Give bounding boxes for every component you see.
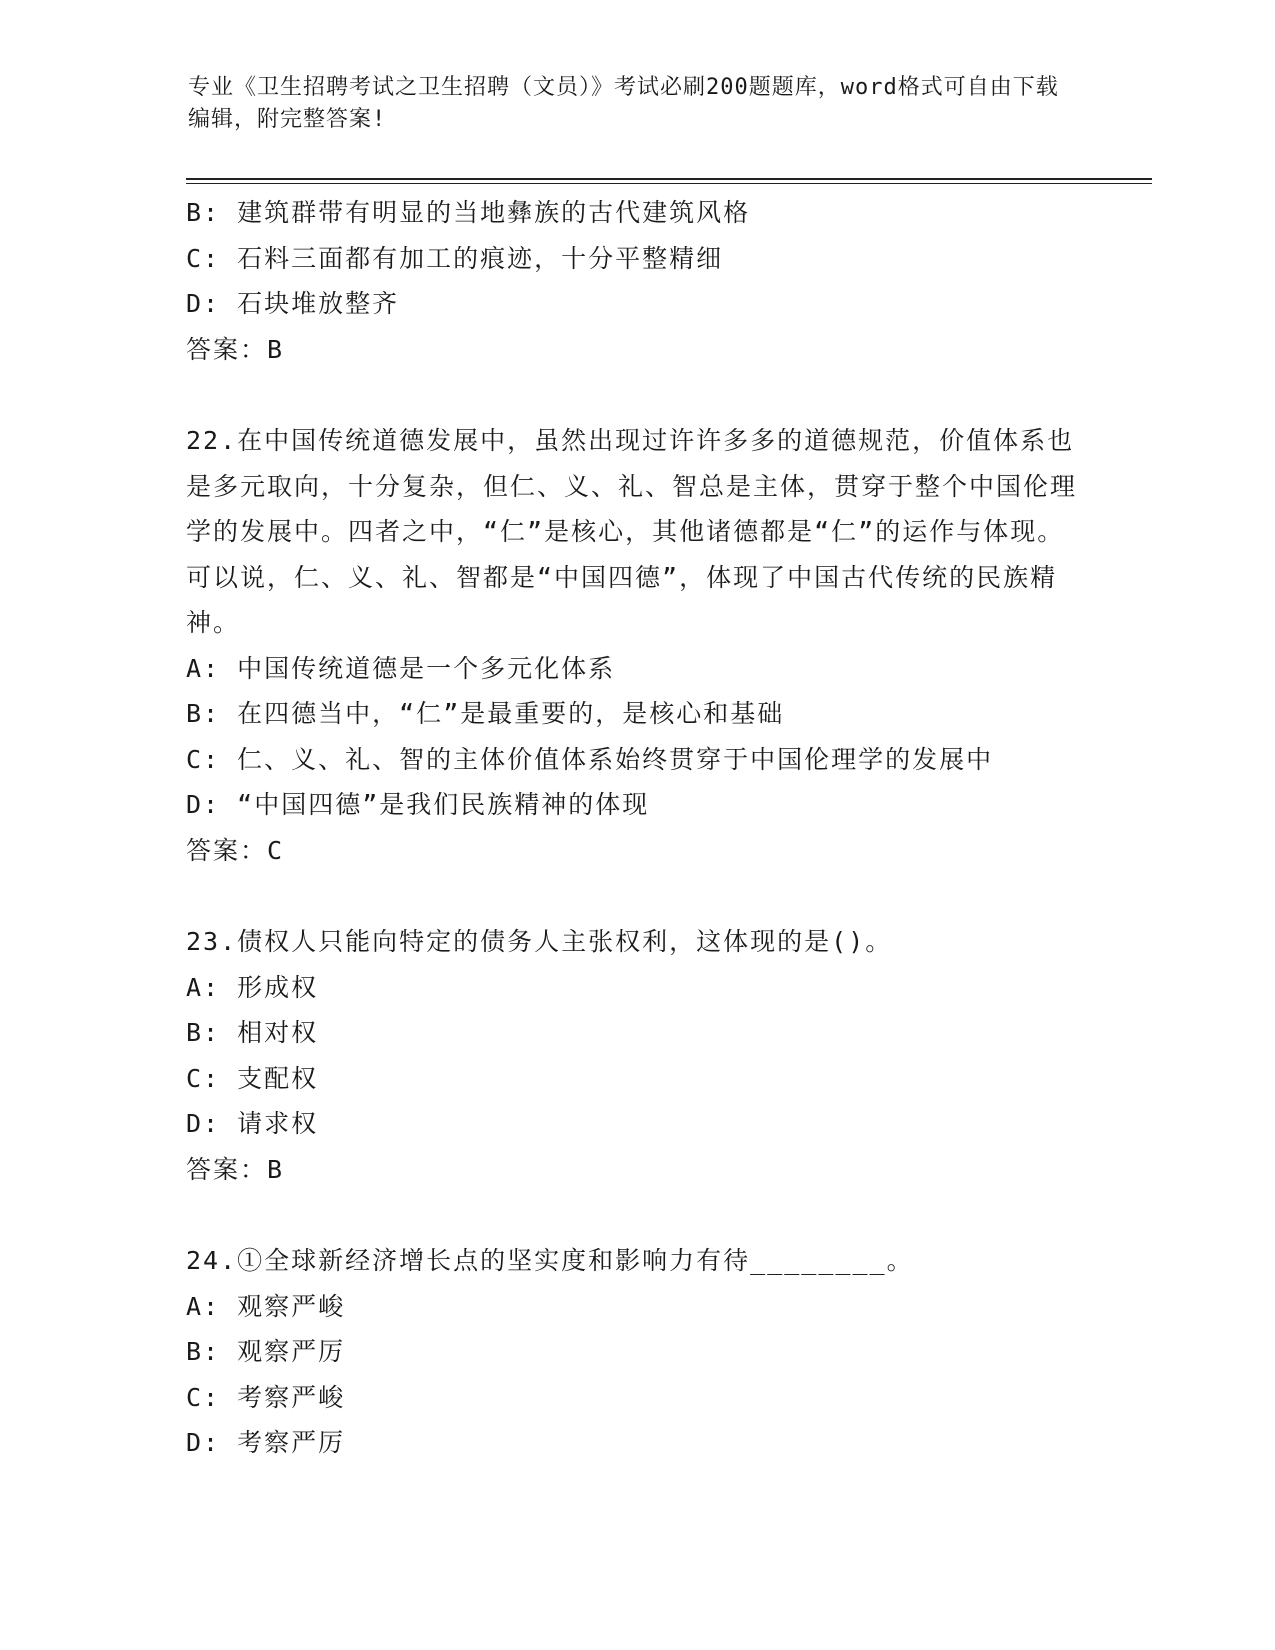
option-b: B: 相对权: [186, 1018, 319, 1047]
question-23: [186, 919, 1086, 1192]
question-stem: 23.债权人只能向特定的债务人主张权利，这体现的是()。: [186, 927, 893, 956]
question-stem: 22.在中国传统道德发展中，虽然出现过许许多多的道德规范，价值体系也是多元取向，十分复杂，但仁、义、礼、智总是主体，贯穿于整个中国伦理学的发展中。四者之中，“仁”是核心，其他诸德都是“仁”的运作与体现。可以说，仁、义、礼、智都是“中国四德”，体现了中国古代传统的民族精神。: [186, 426, 1078, 637]
option-c: C: 仁、义、礼、智的主体价值体系始终贯穿于中国伦理学的发展中: [186, 744, 994, 774]
spacer: [186, 1192, 1086, 1238]
option-a: A: 观察严峻: [186, 1291, 346, 1321]
question-24: [186, 1238, 1086, 1466]
answer-line: 答案：C: [186, 835, 285, 865]
question-stem: 24.①全球新经济增长点的坚实度和影响力有待________。: [186, 1246, 914, 1275]
option-d: D: 考察严厉: [186, 1428, 346, 1457]
option-c: C: 支配权: [186, 1063, 319, 1093]
option-c: C: 考察严峻: [186, 1382, 346, 1412]
option-b: B: 观察严厉: [186, 1337, 346, 1366]
option-d: D: “中国四德”是我们民族精神的体现: [186, 790, 650, 819]
spacer: [186, 873, 1086, 919]
question-21-tail: [186, 190, 1086, 372]
option-d: D: 石块堆放整齐: [186, 289, 400, 318]
answer-line: 答案：B: [186, 1154, 285, 1184]
option-d: D: 请求权: [186, 1109, 319, 1138]
option-b: B: 建筑群带有明显的当地彝族的古代建筑风格: [186, 198, 751, 227]
option-a: A: 中国传统道德是一个多元化体系: [186, 653, 616, 683]
question-content: [186, 190, 1086, 1466]
document-header: 专业《卫生招聘考试之卫生招聘（文员）》考试必刷200题题库，word格式可自由下载编辑，附完整答案!: [188, 75, 1059, 132]
option-a: A: 形成权: [186, 972, 319, 1002]
header-divider-thick: [186, 178, 1152, 180]
answer-line: 答案：B: [186, 334, 285, 364]
header-divider-thin: [186, 183, 1152, 184]
question-22: [186, 418, 1086, 873]
option-c: C: 石料三面都有加工的痕迹，十分平整精细: [186, 243, 724, 273]
option-b: B: 在四德当中，“仁”是最重要的，是核心和基础: [186, 699, 785, 728]
spacer: [186, 372, 1086, 418]
